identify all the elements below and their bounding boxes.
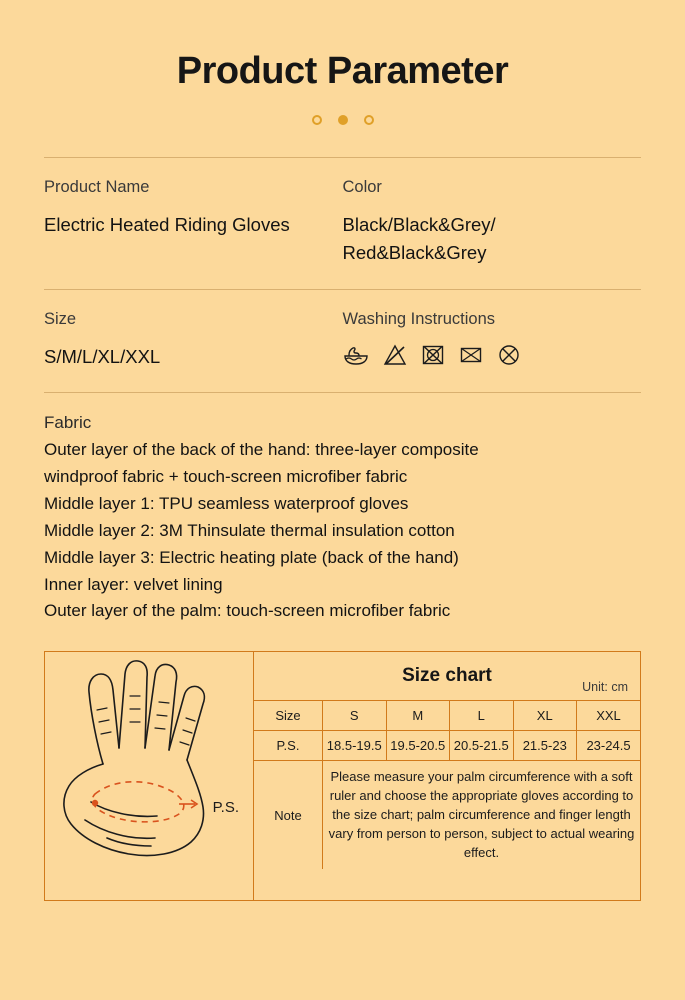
ps-marker-label: P.S. <box>212 799 239 817</box>
row-label-ps: P.S. <box>254 731 323 761</box>
do-not-tumble-dry-icon <box>421 343 445 367</box>
size-col-xxl: XXL <box>577 701 641 731</box>
size-value: S/M/L/XL/XXL <box>44 345 161 367</box>
divider-middle <box>44 289 641 290</box>
size-chart-header <box>254 652 640 701</box>
size-col-xl: XL <box>513 701 577 731</box>
table-row-note <box>254 761 640 870</box>
do-not-iron-icon <box>459 343 483 367</box>
fabric-label: Fabric <box>44 413 92 433</box>
do-not-bleach-icon <box>383 343 407 367</box>
spec-row-name-color <box>44 178 641 267</box>
spec-color <box>343 178 642 267</box>
carousel-dot-3[interactable] <box>364 115 374 125</box>
size-col-m: M <box>386 701 450 731</box>
value-s: 18.5-19.5 <box>323 731 387 761</box>
value-l: 20.5-21.5 <box>450 731 514 761</box>
divider-top <box>44 157 641 158</box>
divider-bottom <box>44 392 641 393</box>
size-chart-block <box>44 651 641 901</box>
hand-wash-icon <box>343 343 369 367</box>
size-chart-table-area <box>254 652 640 900</box>
fabric-line: Outer layer of the palm: touch-screen microfiber fabric <box>44 601 451 621</box>
fabric-line: Middle layer 2: 3M Thinsulate thermal insulation cotton <box>44 520 455 540</box>
do-not-dry-clean-icon <box>497 343 521 367</box>
color-label: Color <box>342 178 382 196</box>
carousel-dots <box>44 115 641 125</box>
fabric-line: Outer layer of the back of the hand: three-layer composite <box>44 440 479 460</box>
spec-size <box>44 310 343 371</box>
size-col-l: L <box>450 701 514 731</box>
value-xxl: 23-24.5 <box>577 731 641 761</box>
note-text: Please measure your palm circumference with a soft ruler and choose the appropriate gloves according to the size chart; palm circumference and finger length vary from person to person, subject to actual wearing effect. <box>328 769 635 860</box>
carousel-dot-1[interactable] <box>312 115 322 125</box>
size-chart-unit: Unit: cm <box>582 680 628 695</box>
washing-label: Washing Instructions <box>342 309 496 328</box>
row-label-note: Note <box>254 761 323 870</box>
page-title: Product Parameter <box>176 50 509 92</box>
size-chart-table <box>254 701 640 869</box>
table-row-size-header <box>254 701 640 731</box>
table-row-measurements <box>254 731 640 761</box>
row-label-size: Size <box>254 701 323 731</box>
spec-washing <box>343 310 642 371</box>
color-value: Black/Black&Grey/ Red&Black&Grey <box>342 214 496 263</box>
fabric-line: Middle layer 1: TPU seamless waterproof gloves <box>44 493 409 513</box>
fabric-line: Inner layer: velvet lining <box>44 574 223 594</box>
spec-section <box>44 157 641 625</box>
washing-icon-row <box>343 343 628 367</box>
fabric-line: windproof fabric + touch-screen microfiber fabric <box>44 467 408 487</box>
fabric-line: Middle layer 3: Electric heating plate (back of the hand) <box>44 547 459 567</box>
value-m: 19.5-20.5 <box>386 731 450 761</box>
size-chart-title: Size chart <box>402 665 492 687</box>
product-name-label: Product Name <box>44 178 150 196</box>
spec-product-name <box>44 178 343 267</box>
hand-diagram <box>45 652 254 900</box>
size-col-s: S <box>323 701 387 731</box>
spec-row-size-washing <box>44 310 641 371</box>
size-label: Size <box>44 309 77 328</box>
hand-illustration <box>45 652 253 900</box>
value-xl: 21.5-23 <box>513 731 577 761</box>
carousel-dot-2[interactable] <box>338 115 348 125</box>
fabric-section <box>44 413 641 625</box>
product-name-value: Electric Heated Riding Gloves <box>44 214 290 235</box>
